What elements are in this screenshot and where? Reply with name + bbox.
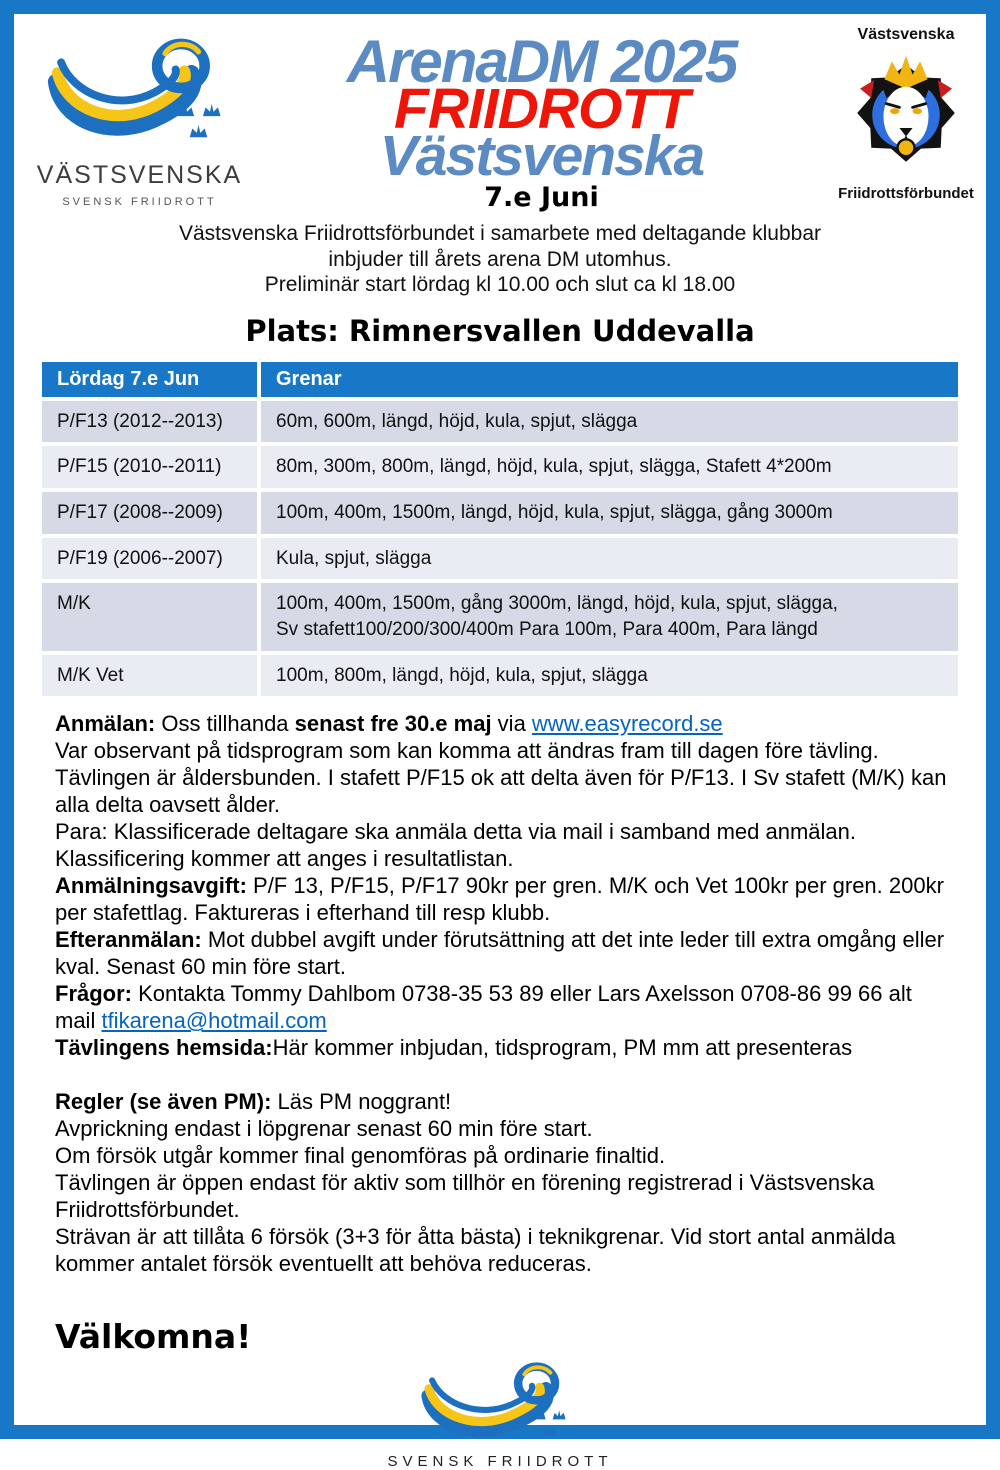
closing-text: Välkomna! [55,1317,252,1357]
bold-text: Efteranmälan: [55,927,208,953]
age-class-cell: P/F17 (2008--2009) [57,502,223,523]
events-cell [257,446,958,488]
intro-line-1: Västsvenska Friidrottsförbundet i samarbete med deltagande klubbar [178,221,822,245]
header-events-cell: Grenar [257,362,958,397]
text: Para: Klassificerade deltagare ska anmäla detta via mail i samband med anmälan. Klassificering kommer att anges i resultatlistan. [55,819,856,872]
footer-logo-text: SVENSK FRIIDROTT [387,1453,613,1470]
footer [14,1362,986,1470]
intro-line-2: inbjuder till årets arena DM utomhus. [328,247,672,271]
text: Oss tillhanda [161,711,295,737]
left-logo-suborg-name: SVENSK FRIIDROTT [62,196,217,208]
events-cell [257,401,958,443]
title-line-1: ArenaDM 2025 [346,28,737,95]
events-line: 100m, 800m, längd, höjd, kula, spjut, slägga [276,664,648,686]
paragraph [55,818,955,872]
text: Läs PM noggrant! [277,1089,452,1115]
age-class-cell: M/K Vet [57,664,124,686]
text: Var observant på tidsprogram som kan komma att ändras fram till dagen före tävling. Tävlingen är åldersbunden. I stafett P/F15 ok att delta även för P/F13. I Sv stafett (M/K) kan alla delta oavsett ålder. [55,738,947,818]
paragraph [55,1115,955,1142]
header [14,14,986,214]
events-table-body [42,401,958,696]
events-cell [257,655,958,697]
paragraph-spacer [55,1061,955,1088]
intro-line-3: Preliminär start lördag kl 10.00 och slut ca kl 18.00 [264,273,736,297]
text: Här kommer inbjudan, tidsprogram, PM mm att presenteras [272,1035,853,1061]
table-row [42,583,958,650]
right-logo-bottom-label: Friidrottsförbundet [838,185,974,202]
events-cell [257,492,958,534]
text: Avprickning endast i löpgrenar senast 60 min före start. [55,1116,593,1142]
bold-text: Frågor: [55,981,139,1007]
events-cell [257,583,958,650]
title-block [247,22,836,214]
paragraph [55,1088,955,1115]
table-row [42,401,958,443]
events-line: 100m, 400m, 1500m, gång 3000m, längd, höjd, kula, spjut, slägga, [276,593,838,615]
text: Mot dubbel avgift under förutsättning att det inte leder till extra omgång eller kval. Senast 60 min före start. [55,927,945,980]
left-logo-org-name: VÄSTSVENSKA [36,161,243,189]
table-row [42,446,958,488]
bold-text: Anmälningsavgift: [55,873,254,899]
title-line-2: FRIIDROTT [394,77,689,142]
text: Tävlingen är öppen endast för aktiv som tillhör en förening registrerad i Västsvenska Friidrottsförbundet. [55,1170,875,1223]
events-line: 100m, 400m, 1500m, längd, höjd, kula, spjut, slägga, gång 3000m [276,502,833,523]
paragraph [55,710,955,737]
title-line-3: Västsvenska [379,123,704,188]
event-date: 7.e Juni [484,182,599,214]
events-line: 60m, 600m, längd, höjd, kula, spjut, slägga [276,410,638,432]
swoosh-crowns-footer-icon [398,1362,603,1448]
events-line: Kula, spjut, slägga [276,547,432,569]
paragraph [55,1169,955,1223]
paragraph [55,1223,955,1277]
bold-text: Regler (se även PM): [55,1089,278,1115]
email-link[interactable]: tfikarena@hotmail.com [101,1008,327,1034]
text: Om försök utgår kommer final genomföras på ordinarie finaltid. [55,1143,666,1169]
age-class-cell: M/K [57,593,91,615]
age-class-cell: P/F15 (2010--2011) [57,456,222,478]
venue-title: Plats: Rimnersvallen Uddevalla [245,313,755,348]
text: via [491,711,532,737]
bold-text: senast fre 30.e maj [294,711,492,737]
header-day-cell: Lördag 7.e Jun [57,367,200,390]
paragraph [55,980,955,1034]
text: Kontakta Tommy Dahlbom 0738-35 53 89 eller Lars Axelsson 0708-86 99 66 alt mail [55,981,912,1034]
age-class-cell: P/F13 (2012--2013) [57,410,223,432]
table-row [42,655,958,697]
events-table [42,362,958,696]
events-line: 80m, 300m, 800m, längd, höjd, kula, spjut, slägga, Stafett 4*200m [276,456,832,478]
age-class-cell: P/F19 (2006--2007) [57,547,223,569]
table-row [42,538,958,580]
events-cell [257,538,958,580]
text: P/F 13, P/F15, P/F17 90kr per gren. M/K och Vet 100kr per gren. 200kr per stafettlag. Faktureras i efterhand till resp klubb. [55,873,944,926]
swoosh-crowns-icon [47,36,232,154]
bold-text: Anmälan: [55,711,162,737]
text: Strävan är att tillåta 6 försök (3+3 för åtta bästa) i teknikgrenar. Vid stort antal anmälda kommer antalet försök eventuellt att behöva reduceras. [55,1224,896,1277]
vastsvenska-logo [32,22,247,208]
intro-text [14,221,986,298]
paragraph [55,1034,955,1061]
info-text [55,710,955,1277]
paragraph [55,926,955,980]
friidrottsforbundet-logo [836,22,976,202]
paragraph [55,737,955,818]
paragraph [55,872,955,926]
bold-text: Tävlingens hemsida: [55,1035,273,1061]
paragraph [55,1142,955,1169]
events-line: Sv stafett100/200/300/400m Para 100m, Para 400m, Para längd [276,618,818,640]
easyrecord-link[interactable]: www.easyrecord.se [531,711,723,737]
table-row [42,492,958,534]
lion-icon [845,44,967,182]
events-table-header [42,362,958,397]
right-logo-top-label: Västsvenska [857,26,955,43]
